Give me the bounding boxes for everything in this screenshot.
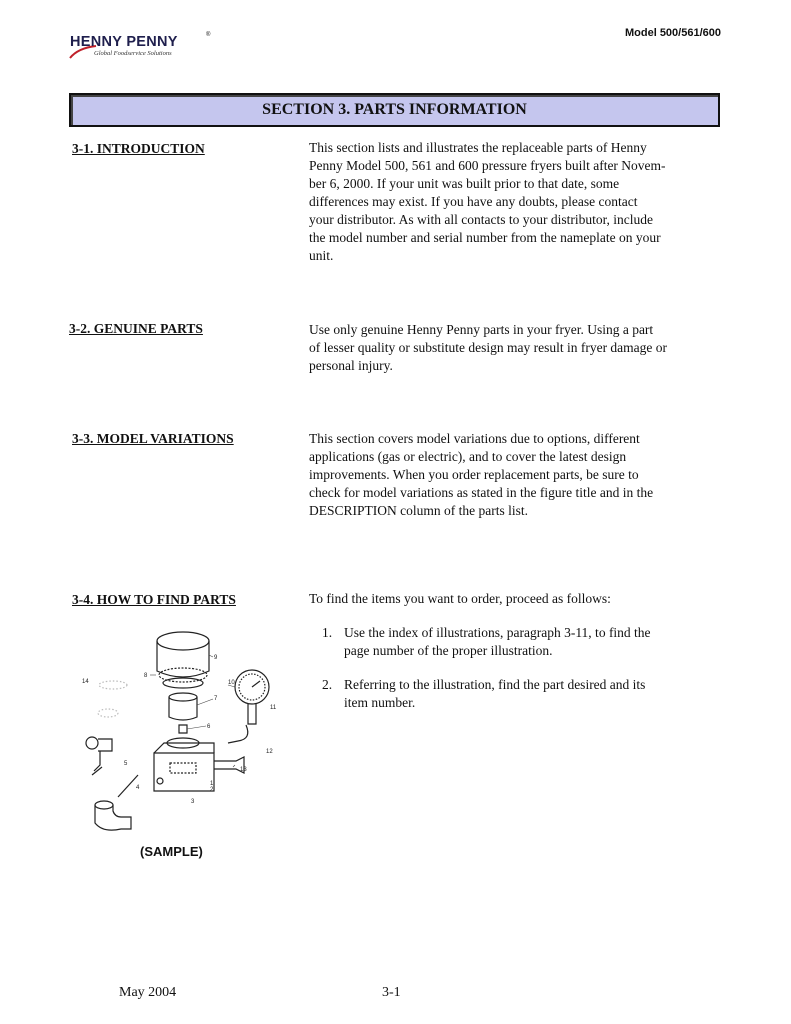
- henny-penny-logo: [68, 30, 238, 64]
- callout-label: 10: [228, 680, 235, 686]
- model-number: Model 500/561/600: [624, 27, 721, 39]
- sample-parts-illustration: [78, 625, 288, 835]
- callout-label: 12: [266, 749, 273, 755]
- section-title: SECTION 3. PARTS INFORMATION: [69, 93, 720, 127]
- para-line: To find the items you want to order, proceed as follows:: [309, 591, 611, 606]
- footer-date: May 2004: [119, 985, 177, 1000]
- bottom-elbow-drawing: [95, 775, 138, 830]
- heading-introduction: 3-1. INTRODUCTION: [72, 141, 205, 156]
- paragraph-model-variations: [309, 430, 721, 520]
- callout-label: 8: [144, 673, 148, 679]
- para-line: of lesser quality or substitute design may result in fryer damage or: [309, 340, 668, 355]
- callout-label: 13: [240, 767, 247, 773]
- footer-page-number: 3-1: [382, 985, 401, 1000]
- para-line: Use only genuine Henny Penny parts in your fryer. Using a part: [309, 322, 654, 337]
- callout-label: 11: [270, 705, 277, 711]
- paragraph-how-to-find-parts: [309, 590, 721, 608]
- para-line: ber 6, 2000. If your unit was built prior to that date, some: [309, 176, 620, 191]
- para-line: applications (gas or electric), and to cover the latest design: [309, 449, 627, 464]
- para-line: This section lists and illustrates the replaceable parts of Henny: [309, 140, 647, 155]
- callout-label: 3: [191, 799, 195, 805]
- logo-tagline: Global Foodservice Solutions: [94, 50, 172, 57]
- logo-registered: ®: [206, 32, 211, 38]
- callout-label: 7: [214, 696, 218, 702]
- step-line: Use the index of illustrations, paragraph 3-11, to find the: [344, 625, 651, 640]
- callout-label: 14: [82, 679, 89, 685]
- callout-label: 4: [136, 785, 140, 791]
- para-line: the model number and serial number from the nameplate on your: [309, 230, 661, 245]
- list-item: [322, 676, 722, 712]
- sleeve-drawing: [169, 693, 197, 733]
- para-line: check for model variations as stated in the figure title and in the: [309, 485, 654, 500]
- callout-label: 5: [124, 761, 128, 767]
- step-list: [322, 624, 722, 712]
- para-line: Penny Model 500, 561 and 600 pressure fryers built after Novem-: [309, 158, 666, 173]
- filter-canister-drawing: [157, 632, 209, 688]
- para-line: your distributor. As with all contacts to your distributor, include: [309, 212, 654, 227]
- paragraph-introduction: [309, 139, 721, 265]
- step-line: item number.: [344, 695, 416, 710]
- callout-label: 9: [214, 655, 218, 661]
- paragraph-genuine-parts: [309, 321, 721, 375]
- elbow-fitting-drawing: [86, 737, 112, 775]
- heading-how-to-find-parts: 3-4. HOW TO FIND PARTS: [72, 592, 236, 607]
- para-line: personal injury.: [309, 358, 393, 373]
- para-line: unit.: [309, 248, 334, 263]
- list-item: [322, 624, 722, 660]
- figure-caption: (SAMPLE): [140, 844, 203, 859]
- para-line: improvements. When you order replacement parts, be sure to: [309, 467, 639, 482]
- para-line: This section covers model variations due to options, different: [309, 431, 640, 446]
- step-number: 2.: [322, 677, 333, 692]
- step-line: page number of the proper illustration.: [344, 643, 553, 658]
- step-line: Referring to the illustration, find the part desired and its: [344, 677, 646, 692]
- valve-body-drawing: [154, 738, 244, 791]
- callout-label: 2: [210, 787, 214, 793]
- logo-text: HENNY PENNY: [70, 34, 178, 50]
- callout-label: 6: [207, 724, 211, 730]
- step-number: 1.: [322, 625, 333, 640]
- para-line: differences may exist. If you have any doubts, please contact: [309, 194, 638, 209]
- callout-label: 1: [210, 781, 214, 787]
- heading-model-variations: 3-3. MODEL VARIATIONS: [72, 431, 234, 446]
- heading-genuine-parts: 3-2. GENUINE PARTS: [69, 321, 203, 336]
- para-line: DESCRIPTION column of the parts list.: [309, 503, 528, 518]
- ghost-parts-drawing: [98, 681, 127, 717]
